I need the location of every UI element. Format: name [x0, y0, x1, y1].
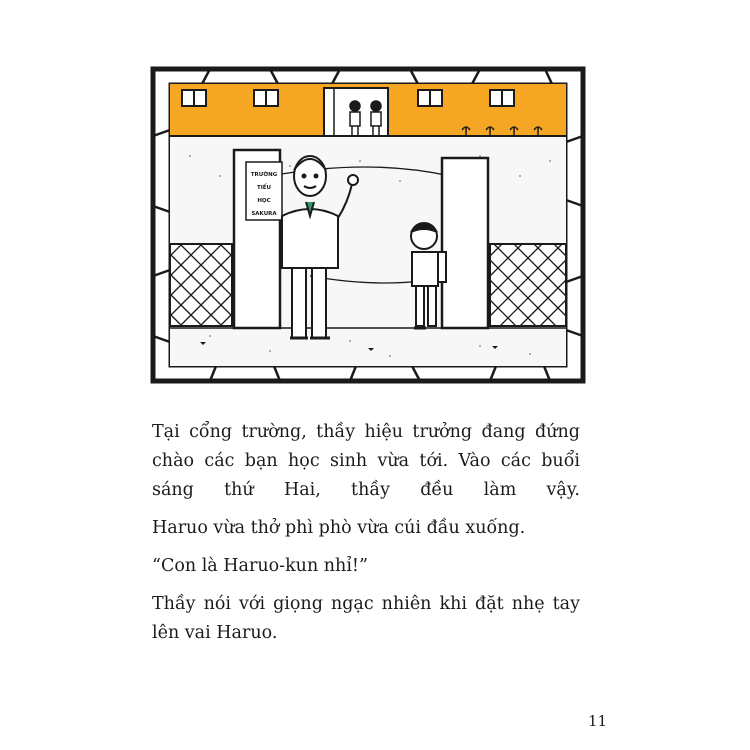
sign-line-1: TRƯỜNG	[250, 172, 278, 178]
paragraph-3: “Con là Haruo-kun nhỉ!”	[152, 556, 368, 576]
gate-pillar-right	[442, 158, 488, 328]
sign-line-4: SAKURA	[251, 211, 277, 217]
paragraph-2: Haruo vừa thở phì phò vừa cúi đầu xuống.	[152, 518, 526, 538]
fence-right	[490, 244, 566, 326]
story-text	[152, 418, 580, 657]
school-gate-illustration	[150, 66, 586, 384]
fence-left	[170, 244, 232, 326]
page-number: 11	[588, 712, 608, 730]
paragraph-4: Thầy nói với giọng ngạc nhiên khi đặt nhẹ tay lên vai Haruo.	[152, 594, 580, 643]
illustration-svg	[150, 66, 586, 384]
sign-line-2: TIỂU	[256, 185, 272, 191]
paragraph-1: Tại cổng trường, thầy hiệu trưởng đang đứng chào các bạn học sinh vừa tới. Vào các buổi sáng thứ Hai, thầy đều làm vậy.	[152, 422, 580, 500]
sign-line-3: HỌC	[257, 198, 271, 204]
